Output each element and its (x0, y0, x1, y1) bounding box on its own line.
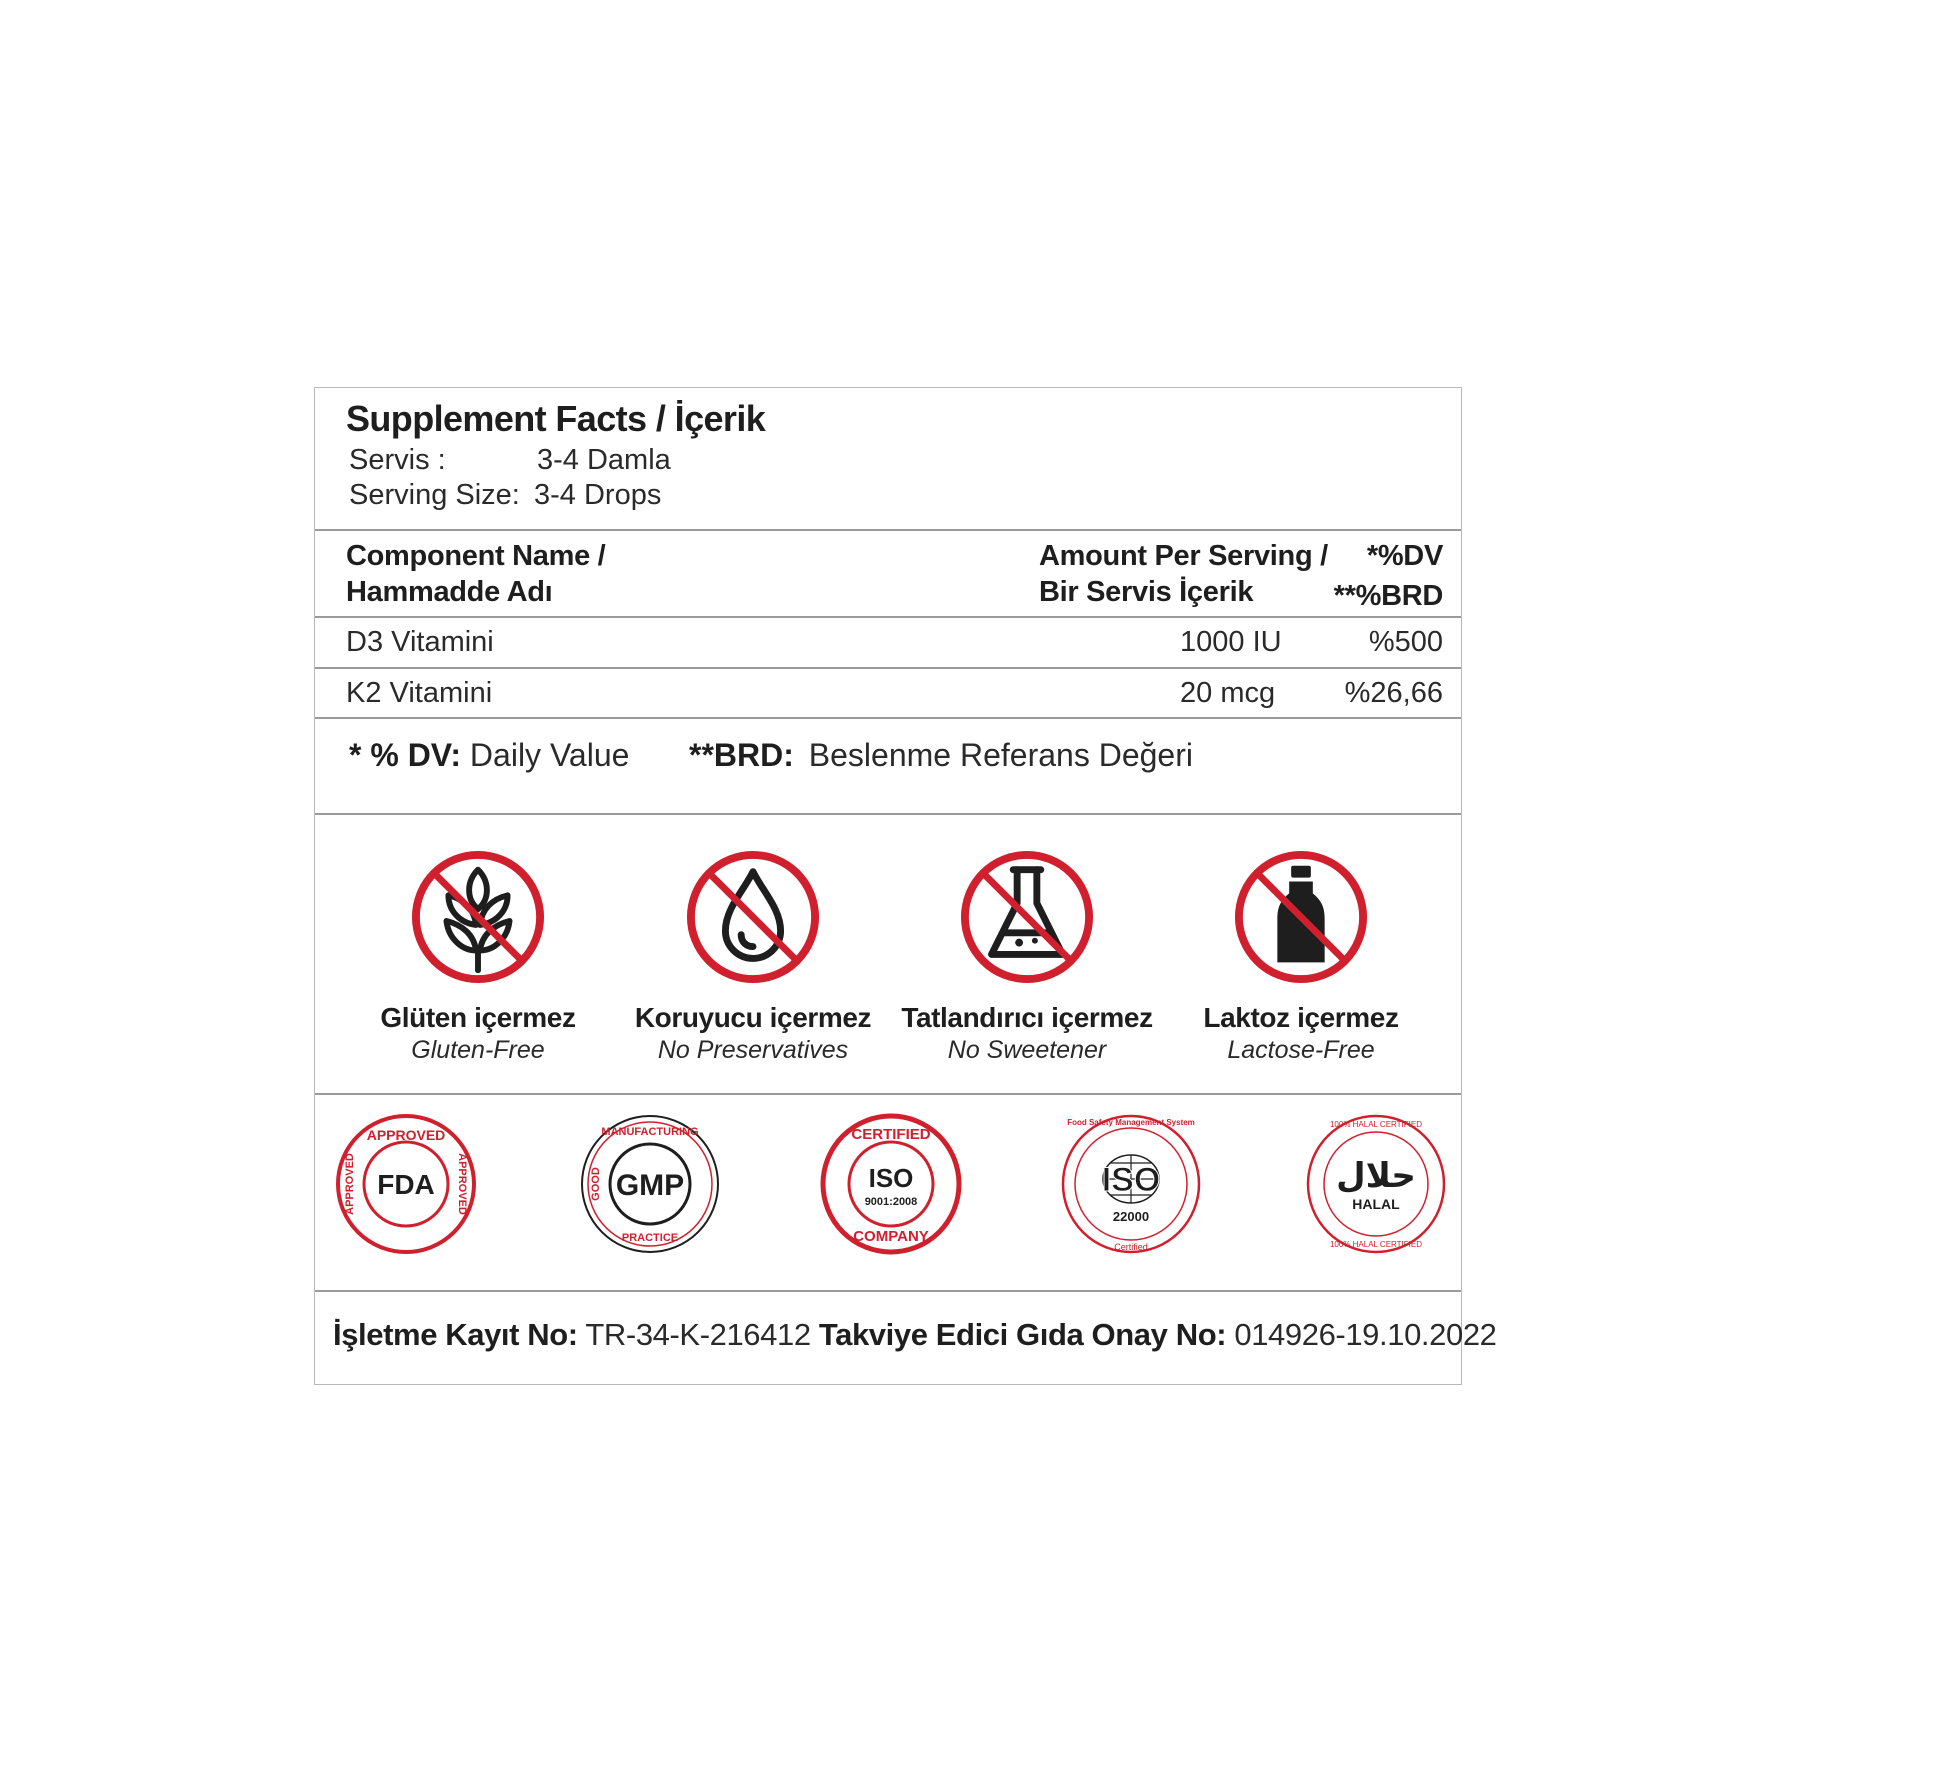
table-row-dv: %26,66 (1344, 677, 1443, 709)
column-header-dv-line2: **%BRD (1333, 580, 1443, 612)
feature-no-sweetener (892, 848, 1162, 1065)
feature-subtitle: Gluten-Free (411, 1036, 545, 1064)
divider (315, 813, 1461, 815)
legend-dv-text: Daily Value (469, 737, 630, 773)
iso-22000-seal (1060, 1113, 1202, 1255)
approval-label: Takviye Edici Gıda Onay No: (818, 1317, 1227, 1352)
seal-ring-top: CERTIFIED (851, 1126, 931, 1143)
divider (315, 667, 1461, 669)
legend-dv (349, 737, 629, 774)
feature-lactose-free (1166, 848, 1436, 1065)
iso-9001-seal (820, 1113, 962, 1255)
seal-sub: 9001:2008 (864, 1196, 918, 1208)
seal-label: HALAL (1352, 1196, 1400, 1212)
seal-ring-left: GOOD (590, 1167, 602, 1201)
gmp-seal (579, 1113, 721, 1255)
registration-value: TR-34-K-216412 (585, 1317, 811, 1352)
serving-en-value: 3-4 Drops (534, 479, 662, 511)
feature-subtitle: Lactose-Free (1227, 1036, 1375, 1064)
seal-ring-bottom: COMPANY (853, 1228, 929, 1245)
registration-footer (333, 1317, 1497, 1353)
seal-ring-bottom: PRACTICE (621, 1232, 679, 1244)
table-row-name: K2 Vitamini (346, 677, 493, 709)
legend-dv-key: * % DV: (349, 737, 462, 773)
column-header-dv-line1: *%DV (1366, 540, 1443, 572)
seal-ring-top: APPROVED (366, 1127, 446, 1143)
approval-value: 014926-19.10.2022 (1234, 1317, 1497, 1352)
column-header-amount-line1: Amount Per Serving / (1039, 540, 1328, 572)
divider (315, 1093, 1461, 1095)
feature-title: Glüten içermez (380, 1002, 576, 1033)
feature-no-preservatives (618, 848, 888, 1065)
serving-tr-label: Servis : (349, 444, 446, 476)
legend-brd (689, 737, 1193, 774)
table-row-amount: 20 mcg (1180, 677, 1276, 709)
fda-approved-seal (335, 1113, 477, 1255)
table-row-name: D3 Vitamini (346, 626, 494, 658)
serving-en-label: Serving Size: (349, 479, 520, 511)
seal-label: GMP (615, 1169, 685, 1202)
divider (315, 616, 1461, 618)
seal-ring-bottom: Certified (1114, 1242, 1148, 1252)
feature-subtitle: No Preservatives (657, 1036, 849, 1064)
supplement-facts-panel (314, 387, 1497, 1385)
halal-seal (1305, 1113, 1447, 1255)
seal-ring-left: APPROVED (344, 1153, 356, 1215)
feature-title: Laktoz içermez (1203, 1002, 1399, 1033)
feature-gluten-free (343, 848, 613, 1065)
table-row-amount: 1000 IU (1180, 626, 1282, 658)
seal-ring-top: 100% HALAL CERTIFIED (1329, 1120, 1423, 1129)
no-preservatives-icon (684, 848, 822, 986)
feature-title: Koruyucu içermez (634, 1002, 872, 1033)
seal-ring-top: MANUFACTURING (601, 1126, 699, 1138)
column-header-name-line2: Hammadde Adı (346, 576, 553, 608)
registration-label: İşletme Kayıt No: (333, 1317, 578, 1352)
column-header-amount-line2: Bir Servis İçerik (1039, 576, 1254, 608)
seal-label: ISO (1101, 1161, 1161, 1199)
serving-tr-value: 3-4 Damla (537, 444, 671, 476)
divider (315, 529, 1461, 531)
seal-ring-right: APPROVED (456, 1153, 468, 1215)
seal-sub: 22000 (1112, 1209, 1150, 1224)
column-header-amount (1039, 538, 1328, 610)
legend-brd-text: Beslenme Referans Değeri (808, 737, 1193, 773)
no-lactose-icon (1232, 848, 1370, 986)
page-title: Supplement Facts / İçerik (346, 398, 766, 439)
no-sweetener-icon (958, 848, 1096, 986)
seal-label: ISO (868, 1163, 914, 1193)
table-row-dv: %500 (1368, 626, 1443, 658)
feature-subtitle: No Sweetener (947, 1036, 1107, 1064)
seal-label: FDA (377, 1169, 435, 1200)
legend-brd-key: **BRD: (689, 737, 794, 773)
column-header-name-line1: Component Name / (346, 540, 606, 572)
feature-title: Tatlandırıcı içermez (901, 1002, 1153, 1033)
column-header-name (346, 538, 605, 610)
column-header-dv (1334, 538, 1443, 614)
divider (315, 717, 1461, 719)
seal-ring-bottom: 100% HALAL CERTIFIED (1329, 1240, 1423, 1249)
seal-arabic: حلال (1336, 1156, 1416, 1196)
seal-ring-top: Food Safety Management System (1067, 1118, 1195, 1127)
divider (315, 1290, 1461, 1292)
no-gluten-icon (409, 848, 547, 986)
